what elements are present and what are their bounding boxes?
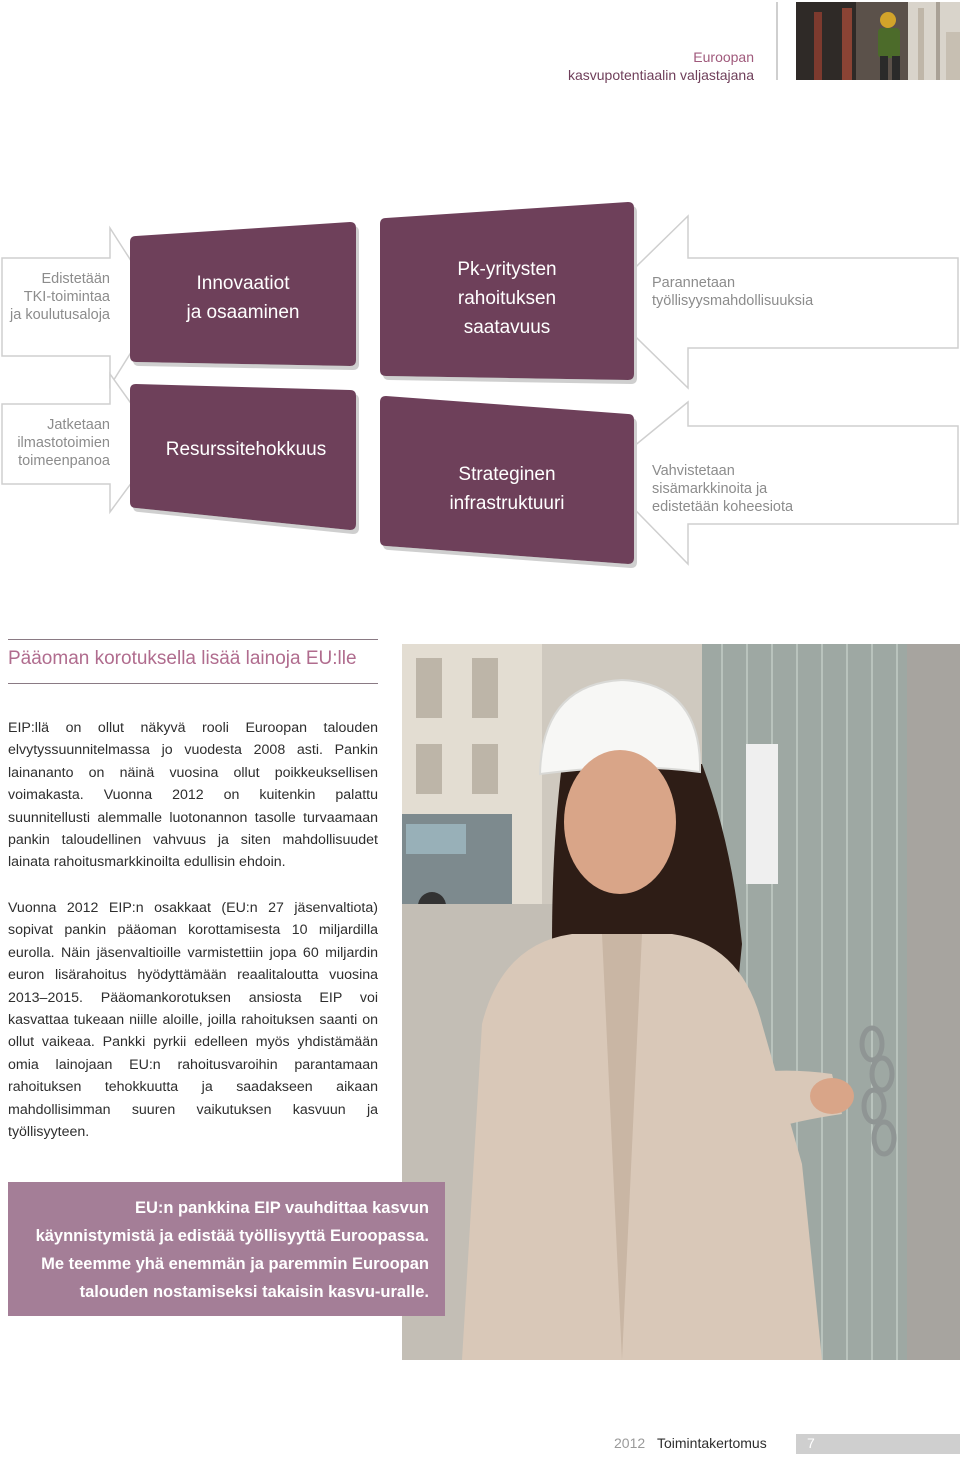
footer-year: 2012 (614, 1435, 646, 1451)
box-text-resurssitehokkuus (130, 434, 362, 464)
header-line1: Euroopan (693, 49, 754, 65)
header-title (568, 48, 754, 84)
body-paragraph-1: EIP:llä on ollut näkyvä rooli Euroopan talouden elvytyssuunnitelmassa jo vuodesta 2008 asti. Pankin lainananto on näinä vuosina ollut poikkeuksellisen voimakasta. Vuonna 2012 on kuitenkin palattu suunnitellusti alemmalle luotonannon tasolle turvaamaan pankin taloudellinen vahvuus ja siten mahdollisuudet lainata rahoitusmarkkinoilta edullisin ehdoin. (8, 720, 378, 871)
box-label: Resurssitehokkuus (165, 438, 327, 460)
section-rule-bottom (8, 683, 378, 684)
arrow-text-row2-left: Jatketaan ilmastotoimien toimeenpanoa (17, 417, 110, 469)
box-text-pk-yritysten (380, 238, 634, 358)
footer-title: Toimintakertomus (657, 1435, 767, 1451)
footer-page-number: 7 (807, 1435, 815, 1451)
box-label: Innovaatiot ja osaaminen (186, 273, 300, 323)
box-text-innovaatiot (130, 248, 356, 348)
woman-with-helmet-image-icon (402, 644, 960, 1360)
section-rule-top (8, 639, 378, 640)
box-text-strateginen (380, 444, 634, 534)
quote-line4: talouden nostamiseksi takaisin kasvu-uralle. (79, 1283, 429, 1301)
quote-line3: Me teemme yhä enemmän ja paremmin Euroopan (41, 1255, 429, 1273)
worker-image-icon (796, 2, 960, 80)
header-photo (796, 2, 960, 80)
priority-diagram (0, 190, 960, 590)
main-photo (402, 644, 960, 1360)
arrow-text-row1-right: Parannetaan työllisyysmahdollisuuksia (652, 275, 814, 309)
footer-page-bar (796, 1434, 960, 1454)
body-paragraph-2: Vuonna 2012 EIP:n osakkaat (EU:n 27 jäsenvaltiota) sopivat pankin pääoman korottamisesta 10 miljardilla eurolla. Näin jäsenvaltioille varmistettiin jopa 60 miljardin euron lisärahoitus hyödyttämään reaalitaloutta vuosina 2013–2015. Pääomankorotuksen ansiosta EIP voi kasvattaa tukeaan niille aloille, joilla rahoituksen saanti on ollut vaikeaa. Pankki pyrkii edelleen myös yhdistämään omia lainojaan EU:n rahoitusvaroihin parantamaan rahoituksen tehokkuutta ja saadakseen aikaan mahdollisimman suuren vaikutuksen kasvuun ja työllisyyteen. (8, 900, 378, 1141)
arrow-text-row2-right: Vahvistetaan sisämarkkinoita ja edistetään koheesiota (652, 463, 794, 515)
header-line2: kasvupotentiaalin valjastajana (567, 67, 754, 83)
box-label: Strateginen infrastruktuuri (449, 464, 565, 514)
quote-line1: EU:n pankkina EIP vauhdittaa kasvun (134, 1199, 429, 1217)
quote-box (8, 1182, 445, 1316)
arrow-text-row1-left: Edistetään TKI-toimintaa ja koulutusaloja (10, 271, 110, 323)
header-divider (776, 2, 778, 80)
section-title: Pääoman korotuksella lisää lainoja EU:lle (8, 648, 357, 669)
box-label: Pk-yritysten rahoituksen saatavuus (457, 258, 557, 338)
quote-line2: käynnistymistä ja edistää työllisyyttä Euroopassa. (35, 1227, 429, 1245)
